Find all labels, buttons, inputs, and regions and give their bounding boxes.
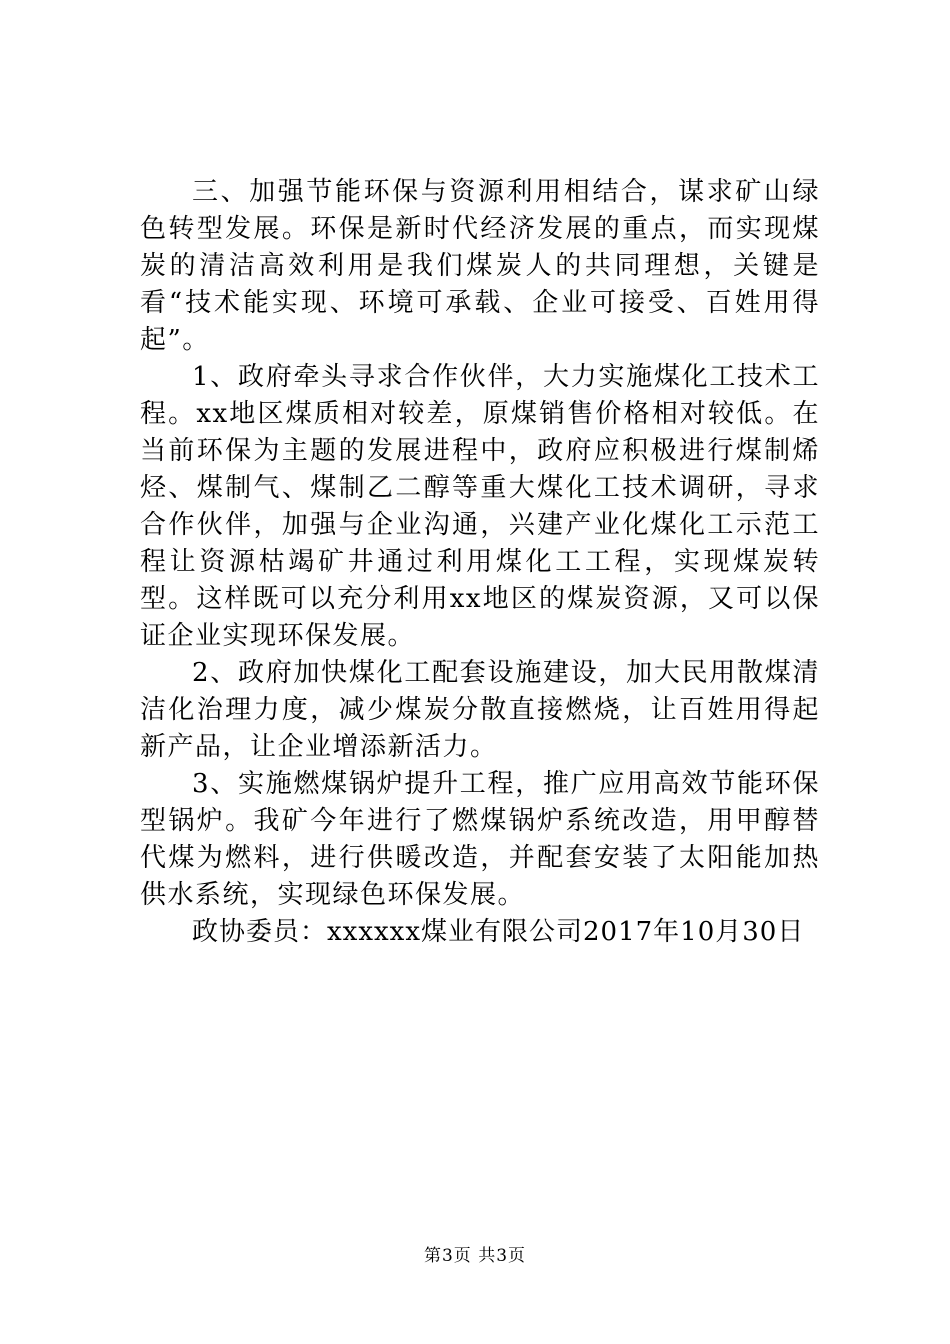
page-number-footer: 第3页 共3页 [423,1246,527,1266]
paragraph-item-two: 2、政府加快煤化工配套设施建设，加大民用散煤清洁化治理力度，减少煤炭分散直接燃烧，让百姓用得起新产品，让企业增添新活力。 [140,658,820,762]
paragraph-item-one: 1、政府牵头寻求合作伙伴，大力实施煤化工技术工程。xx地区煤质相对较差，原煤销售价格相对较低。在当前环保为主题的发展进程中，政府应积极进行煤制烯烃、煤制气、煤制乙二醇等重大煤化工技术调研，寻求合作伙伴，加强与企业沟通，兴建产业化煤化工示范工程让资源枯竭矿井通过利用煤化工工程，实现煤炭转型。这样既可以充分利用xx地区的煤炭资源，又可以保证企业实现环保发展。 [140,362,820,651]
document-body [140,174,820,951]
signature-line: 政协委员：xxxxxx煤业有限公司2017年10月30日 [192,917,805,947]
paragraph-item-three: 3、实施燃煤锅炉提升工程，推广应用高效节能环保型锅炉。我矿今年进行了燃煤锅炉系统改造，用甲醇替代煤为燃料，进行供暖改造，并配套安装了太阳能加热供水系统，实现绿色环保发展。 [140,769,820,910]
paragraph-section-three: 三、加强节能环保与资源利用相结合，谋求矿山绿色转型发展。环保是新时代经济发展的重点，而实现煤炭的清洁高效利用是我们煤炭人的共同理想，关键是看“技术能实现、环境可承载、企业可接受、百姓用得起”。 [140,177,820,355]
